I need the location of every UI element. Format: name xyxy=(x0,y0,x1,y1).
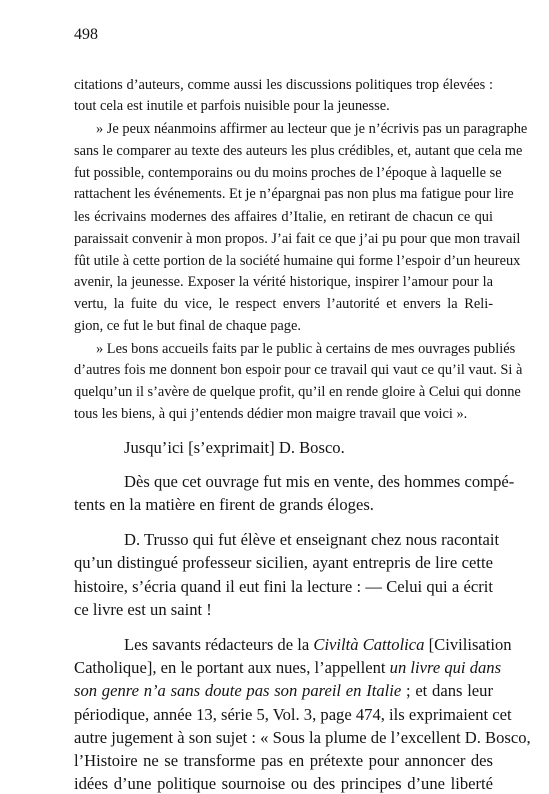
text-line: histoire, s’écria quand il eut fini la lecture : — Celui qui a écrit xyxy=(74,577,493,596)
text-line: autre jugement à son sujet : « Sous la plume de l’excellent D. Bosco, xyxy=(74,728,531,747)
text-line: D. Trusso qui fut élève et enseignant chez nous racontait xyxy=(124,530,500,549)
text-span: Catholique], en le portant aux nues, l’appellent xyxy=(74,658,390,677)
text-line: fut possible, contemporains ou du moins proches de l’époque à laquelle se xyxy=(74,165,502,181)
journal-title: Civiltà Cattolica xyxy=(313,635,425,654)
text-span: ; et dans leur xyxy=(401,681,493,700)
text-line: paraissait convenir à mon propos. J’ai fait ce que j’ai pu pour que mon travail xyxy=(74,231,521,247)
text-line: avenir, la jeunesse. Exposer la vérité historique, inspirer l’amour pour la xyxy=(74,274,493,290)
text-line: ce livre est un saint ! xyxy=(74,600,212,619)
text-line: d’autres fois me donnent bon espoir pour ce travail qui vaut ce qu’il vaut. Si à xyxy=(74,362,523,378)
text-line: vertu, la fuite du vice, le respect envers l’autorité et envers la Reli- xyxy=(74,296,493,312)
quoted-phrase: son genre n’a sans doute pas son pareil en Italie xyxy=(74,681,402,700)
text-line: idées d’une politique sournoise ou des principes d’une liberté xyxy=(74,774,493,793)
attribution: Jusqu’ici [s’exprimait] D. Bosco. xyxy=(124,438,345,457)
text-line: l’Histoire ne se transforme pas en prétexte pour annoncer des xyxy=(74,751,493,770)
text-line xyxy=(74,681,493,701)
text-line xyxy=(124,635,512,655)
text-line: » Je peux néanmoins affirmer au lecteur que je n’écrivis pas un paragraphe xyxy=(96,121,528,137)
text-line: citations d’auteurs, comme aussi les discussions politiques trop élevées : xyxy=(74,77,493,93)
text-line: tents en la matière en firent de grands éloges. xyxy=(74,495,374,514)
text-line: gion, ce fut le but final de chaque page. xyxy=(74,318,301,334)
text-line: tout cela est inutile et parfois nuisible pour la jeunesse. xyxy=(74,98,390,114)
text-line: » Les bons accueils faits par le public à certains de mes ouvrages publiés xyxy=(96,341,516,357)
quoted-phrase: un livre qui dans xyxy=(389,658,502,677)
text-line: Dès que cet ouvrage fut mis en vente, des hommes compé- xyxy=(124,472,515,491)
text-line: quelqu’un il s’avère de quelque profit, qu’il en rende gloire à Celui qui donne xyxy=(74,384,521,400)
text-line: les écrivains modernes des affaires d’Italie, en retirant de chacun ce qui xyxy=(74,209,493,225)
text-line: périodique, année 13, série 5, Vol. 3, page 474, ils exprimaient cet xyxy=(74,705,512,724)
text-span: [Civilisation xyxy=(424,635,512,654)
text-line: rattachent les événements. Et je n’épargnai pas non plus ma fatigue pour lire xyxy=(74,186,514,202)
text-line: tous les biens, à qui j’entends dédier mon maigre travail que voici ». xyxy=(74,406,468,422)
page-number: 498 xyxy=(74,26,98,43)
text-line: sans le comparer au texte des auteurs les plus crédibles, et, autant que cela me xyxy=(74,143,523,159)
text-line: fût utile à cette portion de la société humaine qui forme l’espoir d’un heureux xyxy=(74,253,521,269)
text-line: qu’un distingué professeur sicilien, ayant entrepris de lire cette xyxy=(74,553,493,572)
text-line xyxy=(74,658,502,678)
text-span: Les savants rédacteurs de la xyxy=(124,635,314,654)
